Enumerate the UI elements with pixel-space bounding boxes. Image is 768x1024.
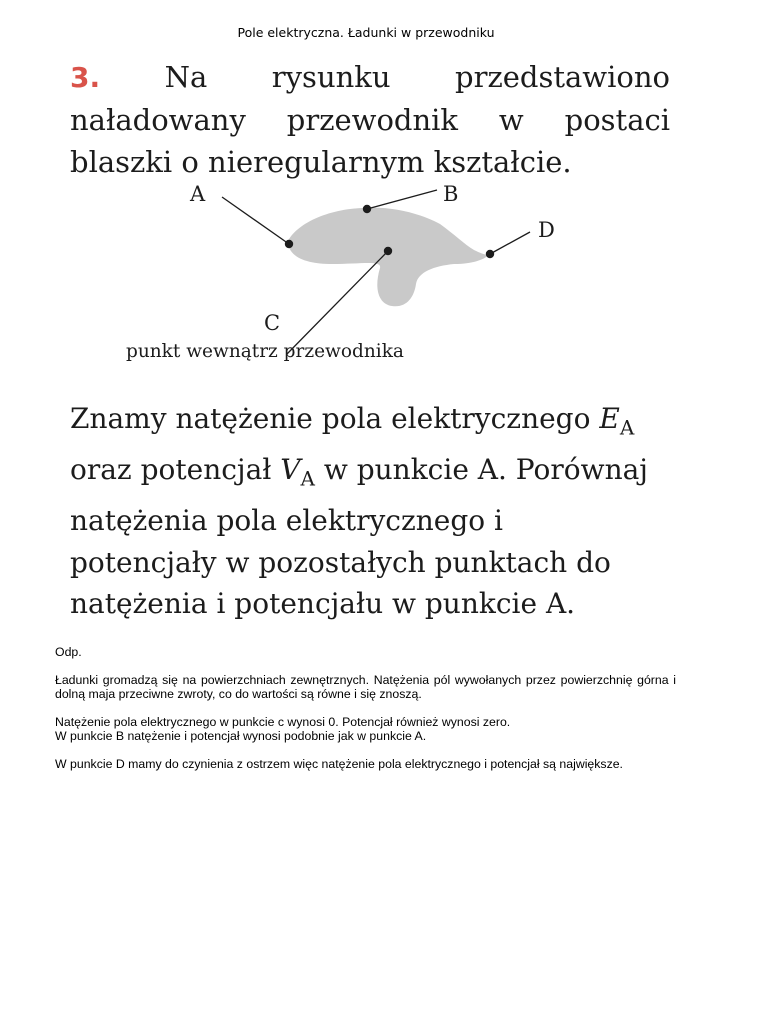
task-number: 3. bbox=[70, 61, 101, 94]
conductor-diagram bbox=[62, 176, 676, 376]
answer-label: Odp. bbox=[55, 645, 82, 659]
question-text-3: w punkcie A. Porównaj natężenia pola elektrycznego i potencjały w pozostałych punktach do natężenia i potencjału w punkcie A. bbox=[70, 453, 648, 621]
point-d-dot bbox=[486, 250, 494, 258]
task-intro bbox=[70, 56, 670, 183]
task-question bbox=[70, 398, 650, 625]
pointer-line-b bbox=[367, 190, 437, 209]
label-b: B bbox=[443, 182, 459, 206]
pointer-line-c bbox=[287, 251, 388, 354]
point-b-dot bbox=[363, 205, 371, 213]
task-intro-text: Na rysunku przedstawiono naładowany przewodnik w postaci blaszki o nieregularnym kształcie. bbox=[70, 60, 670, 179]
ea-symbol: E bbox=[599, 402, 620, 435]
task-scan bbox=[62, 48, 676, 621]
point-a-dot bbox=[285, 240, 293, 248]
answer-paragraph-2-line-1: Natężenie pola elektrycznego w punkcie c wynosi 0. Potencjał również wynosi zero. bbox=[55, 715, 511, 729]
label-c: C bbox=[264, 311, 281, 335]
figure-caption: punkt wewnątrz przewodnika bbox=[126, 341, 404, 362]
pointer-line-a bbox=[222, 197, 289, 244]
conductor-figure bbox=[62, 176, 676, 376]
va-symbol: V bbox=[280, 453, 301, 487]
label-d: D bbox=[538, 218, 555, 242]
ea-subscript: A bbox=[619, 415, 635, 440]
question-text-2: oraz potencjał bbox=[70, 453, 281, 487]
question-text-1: Znamy natężenie pola elektrycznego bbox=[70, 402, 600, 435]
page-header: Pole elektryczna. Ładunki w przewodniku bbox=[237, 25, 495, 40]
answer-section bbox=[55, 645, 676, 771]
point-c-dot bbox=[384, 247, 392, 255]
answer-paragraph-2-line-2: W punkcie B natężenie i potencjał wynosi podobnie jak w punkcie A. bbox=[55, 729, 427, 743]
label-a: A bbox=[190, 182, 206, 206]
va-subscript: A bbox=[300, 466, 315, 491]
pointer-line-d bbox=[490, 232, 530, 254]
answer-paragraph-1: Ładunki gromadzą się na powierzchniach zewnętrznych. Natężenia pól wywołanych przez powierzchnię górna i dolną maja przeciwne zwroty, co do wartości są równe i się znoszą. bbox=[55, 673, 676, 701]
answer-paragraph-3: W punkcie D mamy do czynienia z ostrzem więc natężenie pola elektrycznego i potencjał są największe. bbox=[55, 757, 623, 771]
conductor-shape bbox=[288, 208, 490, 307]
